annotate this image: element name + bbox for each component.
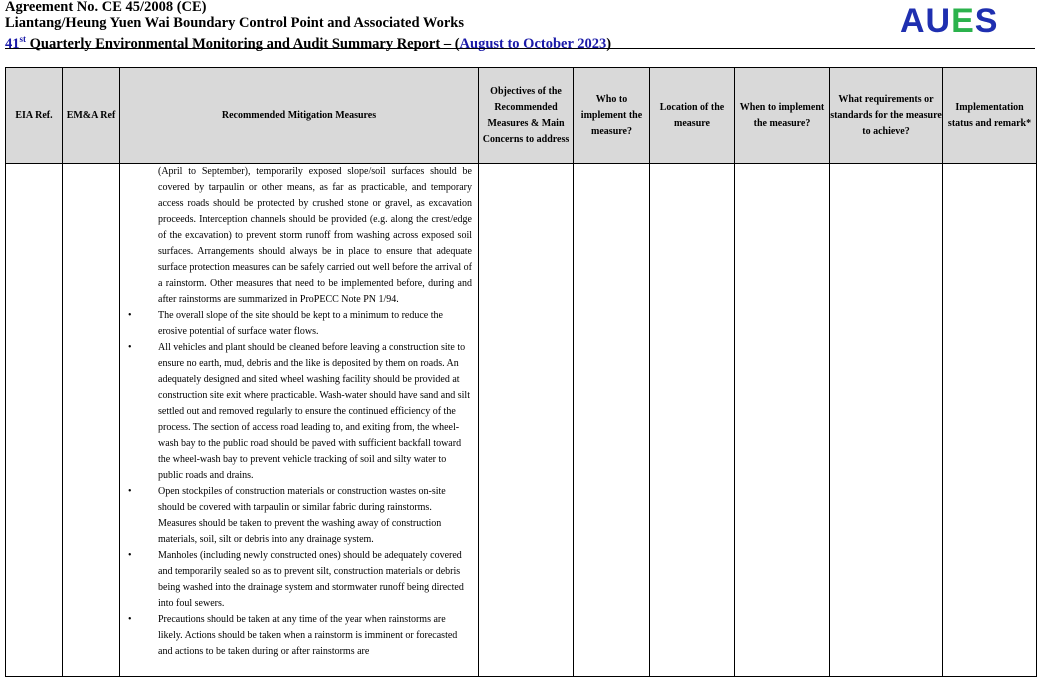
cell-who: [574, 164, 650, 677]
bullet-marker: •: [128, 550, 132, 561]
col-location: Location of the measure: [650, 68, 735, 164]
cell-when: [735, 164, 830, 677]
bullet-marker: •: [128, 310, 132, 321]
bullet-marker: •: [128, 614, 132, 625]
cell-objectives: [479, 164, 574, 677]
report-period: August to October 2023: [459, 35, 607, 52]
list-item: [120, 484, 478, 548]
cell-measures: [120, 164, 479, 677]
measure-intro: (April to September), temporarily exposed slope/soil surfaces should be covered by tarpaulin or other means, as far as practicable, and temporary access roads should be protected by crushed stone or gravel, as excavation proceeds. Interception channels should be provided (e.g. along the crest/edge of the excavation) to prevent storm runoff from washing across exposed soil surfaces. Arrangements should always be in place to ensure that adequate surface protection measures can be safely carried out well before the arrival of a rainstorm. Other measures that need to be implemented before, during and after rainstorms are summarized in ProPECC Note PN 1/94.: [158, 166, 472, 305]
logo-part-au: AU: [900, 2, 952, 40]
list-item: [120, 308, 478, 340]
col-eia-ref: EIA Ref.: [6, 68, 63, 164]
cell-requirements: [830, 164, 943, 677]
col-objectives: Objectives of the Recommended Measures & Main Concerns to address: [479, 68, 574, 164]
cell-status: [943, 164, 1037, 677]
list-item: [120, 548, 478, 612]
bullet-marker: •: [128, 342, 132, 353]
list-item-text: Precautions should be taken at any time of the year when rainstorms are likely. Actions should be taken when a rainstorm is imminent or forecasted and actions to be taken during or after rainstorms are: [158, 614, 458, 657]
logo-part-s: S: [974, 2, 999, 40]
col-requirements: What requirements or standards for the measure to achieve?: [830, 68, 943, 164]
quarter-number: 41: [5, 35, 20, 52]
project-title: Liantang/Heung Yuen Wai Boundary Control Point and Associated Works: [5, 15, 465, 31]
agreement-number: Agreement No. CE 45/2008 (CE): [5, 0, 207, 15]
logo-part-e: E: [951, 2, 975, 40]
col-when: When to implement the measure?: [735, 68, 830, 164]
report-title-close: ): [606, 35, 612, 52]
table-row: [6, 164, 1037, 677]
list-item-text: Manholes (including newly constructed ones) should be adequately covered and temporarily sealed so as to prevent silt, construction materials or debris being washed into the drainage system and stormwater runoff being directed into foul sewers.: [158, 550, 464, 609]
list-item-text: All vehicles and plant should be cleaned before leaving a construction site to ensure no earth, mud, debris and the like is deposited by them on roads. An adequately designed and sited wheel washing facility should be provided at construction site exit where practicable. Wash-water should have sand and silt settled out and removed regularly to ensure the continued efficiency of the process. The section of access road leading to, and exiting from, the wheel-wash bay to the public road should be paved with sufficient backfall toward the wheel-wash bay to prevent vehicle tracking of soil and silty water to public roads and drains.: [158, 342, 470, 481]
document-header: [5, 0, 905, 52]
bullet-marker: •: [128, 486, 132, 497]
list-item-text: Open stockpiles of construction materials or construction wastes on-site should be covered with tarpaulin or similar fabric during rainstorms. Measures should be taken to prevent the washing away of construction materials, soil, silt or debris into any drainage system.: [158, 486, 446, 545]
col-measures: Recommended Mitigation Measures: [120, 68, 479, 164]
header-rule: [5, 48, 1035, 49]
quarter-suffix: st: [19, 34, 26, 44]
cell-eia-ref: [6, 164, 63, 677]
list-item: [120, 612, 478, 660]
mitigation-table: [5, 67, 1037, 677]
aues-logo: [900, 2, 998, 40]
cell-location: [650, 164, 735, 677]
col-who: Who to implement the measure?: [574, 68, 650, 164]
report-title-text: Quarterly Environmental Monitoring and Audit Summary Report – (: [26, 35, 460, 52]
cell-ema-ref: [63, 164, 120, 677]
col-ema-ref: EM&A Ref: [63, 68, 120, 164]
list-item-text: The overall slope of the site should be kept to a minimum to reduce the erosive potential of surface water flows.: [158, 310, 443, 337]
table-header-row: [6, 68, 1037, 164]
list-item: [120, 340, 478, 484]
col-status: Implementation status and remark*: [943, 68, 1037, 164]
